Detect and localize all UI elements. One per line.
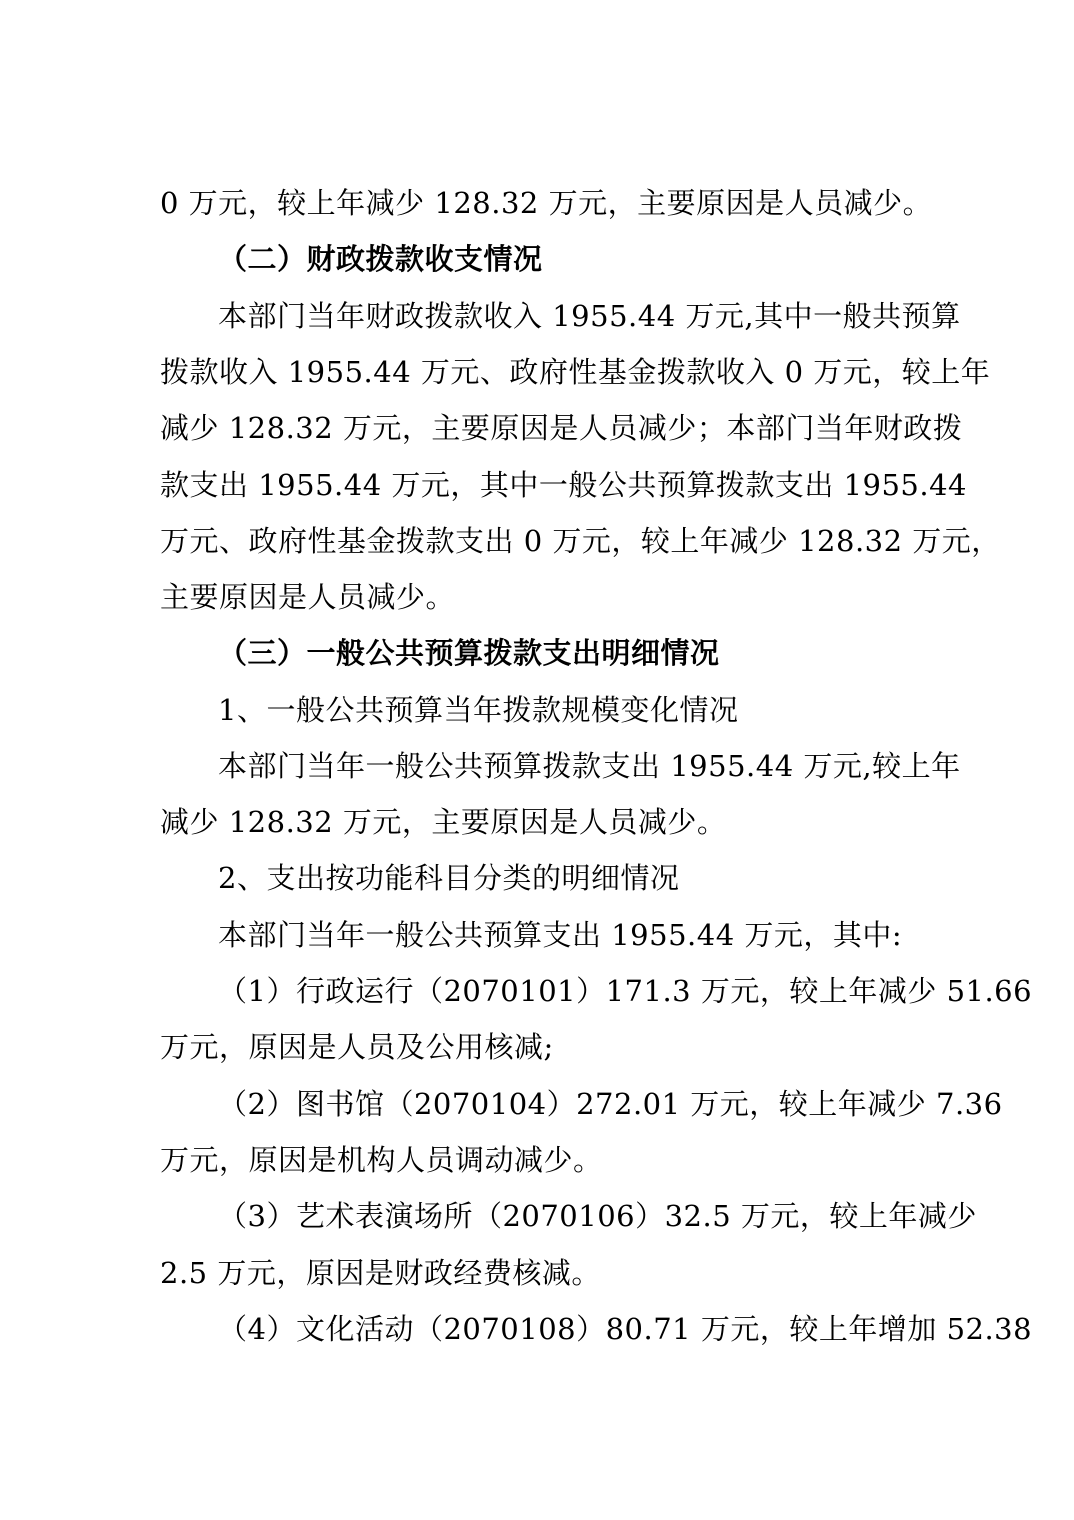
paragraph-line: 款支出 1955.44 万元，其中一般公共预算拨款支出 1955.44 bbox=[160, 468, 968, 502]
paragraph-line: 减少 128.32 万元，主要原因是人员减少；本部门当年财政拨 bbox=[160, 411, 963, 445]
section-heading-3: （三）一般公共预算拨款支出明细情况 bbox=[218, 636, 720, 670]
section-heading-2: （二）财政拨款收支情况 bbox=[218, 242, 543, 276]
paragraph-line: 本部门当年财政拨款收入 1955.44 万元,其中一般共预算 bbox=[218, 299, 961, 333]
paragraph-line: 0 万元，较上年减少 128.32 万元，主要原因是人员减少。 bbox=[160, 186, 933, 220]
subsection-heading-2: 2、支出按功能科目分类的明细情况 bbox=[218, 861, 680, 895]
paragraph-line: 主要原因是人员减少。 bbox=[160, 580, 456, 614]
paragraph-line: 本部门当年一般公共预算支出 1955.44 万元，其中: bbox=[218, 918, 903, 952]
subsection-heading-1: 1、一般公共预算当年拨款规模变化情况 bbox=[218, 693, 739, 727]
paragraph-line: 本部门当年一般公共预算拨款支出 1955.44 万元,较上年 bbox=[218, 749, 961, 783]
list-item-line: 万元，原因是机构人员调动减少。 bbox=[160, 1143, 603, 1177]
paragraph-line: 拨款收入 1955.44 万元、政府性基金拨款收入 0 万元，较上年 bbox=[160, 355, 991, 389]
list-item-line: （2）图书馆（2070104）272.01 万元，较上年减少 7.36 bbox=[218, 1087, 1003, 1121]
list-item-line: （4）文化活动（2070108）80.71 万元，较上年增加 52.38 bbox=[218, 1312, 1033, 1346]
list-item-line: 万元，原因是人员及公用核减; bbox=[160, 1030, 554, 1064]
paragraph-line: 减少 128.32 万元，主要原因是人员减少。 bbox=[160, 805, 727, 839]
list-item-line: （1）行政运行（2070101）171.3 万元，较上年减少 51.66 bbox=[218, 974, 1033, 1008]
list-item-line: （3）艺术表演场所（2070106）32.5 万元，较上年减少 bbox=[218, 1199, 977, 1233]
list-item-line: 2.5 万元，原因是财政经费核减。 bbox=[160, 1256, 601, 1290]
paragraph-line: 万元、政府性基金拨款支出 0 万元，较上年减少 128.32 万元， bbox=[160, 524, 1001, 558]
